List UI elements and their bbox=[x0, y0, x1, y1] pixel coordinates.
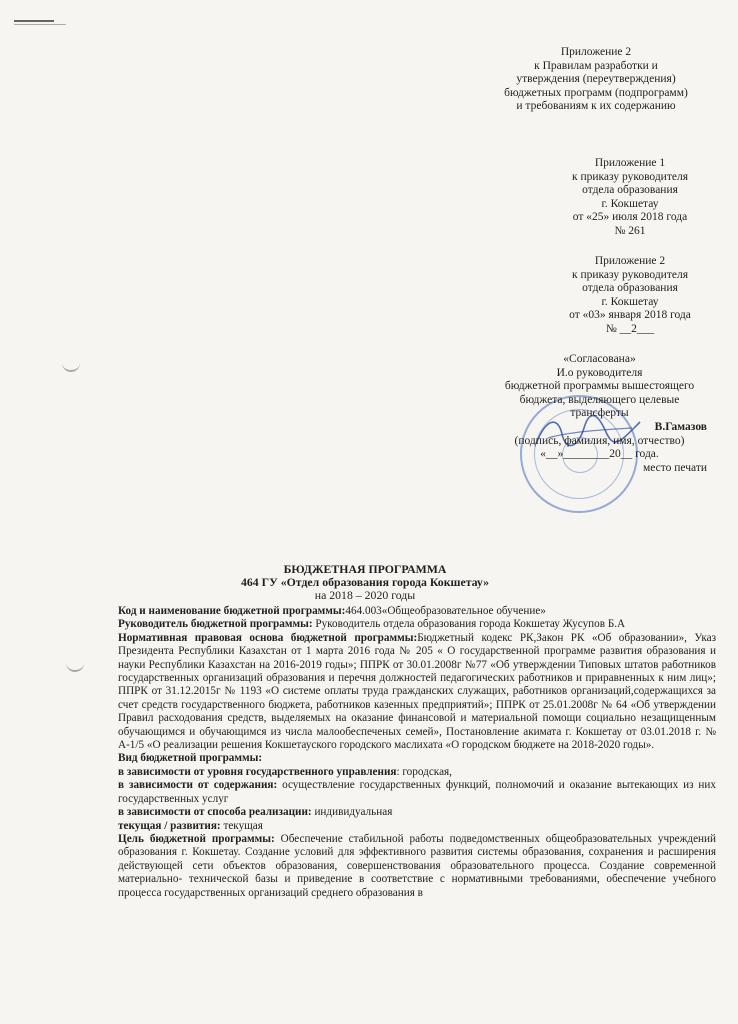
approval-line: бюджетной программы вышестоящего bbox=[504, 380, 695, 393]
order-line: отдела образования bbox=[582, 282, 678, 295]
document-title: БЮДЖЕТНАЯ ПРОГРАММА bbox=[283, 562, 447, 576]
order-line: № __2___ bbox=[605, 322, 655, 335]
approval-date: «__»________20__ года. bbox=[540, 448, 659, 461]
appendix-rules-block bbox=[496, 46, 696, 114]
approval-block bbox=[492, 353, 707, 475]
punch-hole-mark bbox=[66, 660, 84, 672]
order-line: г. Кокшетау bbox=[601, 197, 659, 210]
program-content: в зависимости от содержания: осуществление государственных функций, полномочий и оказание вытекающих из них государственных услуг bbox=[118, 779, 716, 805]
order-line: № 261 bbox=[614, 224, 646, 237]
appendix-line: Приложение 2 bbox=[560, 46, 632, 58]
program-goal: Цель бюджетной программы: Обеспечение стабильной работы подведомственных общеобразовательных учреждений образования г. Кокшетау. Создание условий для эффективного развития системы образования, сохранения и расширения действующей сети объектов образования, совершенствования образовательного процесса. Создание современной материально- технической базы и приведение в соответствие с нормативными требованиями, обеспечение учебного процесса государственных организаций среднего образования в bbox=[118, 832, 716, 899]
document-period: на 2018 – 2020 годы bbox=[314, 588, 416, 602]
approval-line: место печати bbox=[642, 461, 707, 474]
signer-name: В.Гамазов bbox=[654, 420, 707, 433]
appendix-line: к Правилам разработки и bbox=[534, 59, 658, 72]
scan-artifact bbox=[14, 24, 66, 25]
order-line: к приказу руководителя bbox=[572, 268, 688, 281]
document-body bbox=[118, 605, 716, 900]
program-head: Руководитель бюджетной программы: Руководитель отдела образования города Кокшетау Жусупов Б.А bbox=[118, 618, 626, 631]
approval-line: «Согласована» bbox=[563, 353, 636, 365]
order-line: Приложение 1 bbox=[594, 157, 666, 169]
program-current: текущая / развития: текущая bbox=[118, 819, 263, 832]
order-line: от «03» января 2018 года bbox=[569, 309, 691, 322]
program-type-label: Вид бюджетной программы: bbox=[118, 752, 263, 765]
order-line: от «25» июля 2018 года bbox=[572, 211, 688, 224]
approval-line: бюджета, выделяющего целевые bbox=[519, 393, 680, 406]
punch-hole-mark bbox=[62, 360, 80, 372]
appendix-line: утверждения (переутверждения) bbox=[516, 73, 676, 86]
order-line: отдела образования bbox=[582, 184, 678, 197]
program-code: Код и наименование бюджетной программы:464.003«Общеобразовательное обучение» bbox=[118, 605, 546, 617]
appendix-line: и требованиям к их содержанию bbox=[516, 100, 676, 113]
scan-artifact bbox=[14, 20, 54, 22]
appendix-line: бюджетных программ (подпрограмм) bbox=[504, 86, 688, 99]
order-line: к приказу руководителя bbox=[572, 170, 688, 183]
order-appendix-1-block bbox=[560, 157, 700, 239]
approval-line: трансферты bbox=[570, 407, 629, 420]
order-line: г. Кокшетау bbox=[601, 295, 659, 308]
document-subtitle: 464 ГУ «Отдел образования города Кокшетау» bbox=[240, 575, 490, 589]
order-appendix-2-block bbox=[560, 255, 700, 337]
order-line: Приложение 2 bbox=[594, 255, 666, 267]
program-level: в зависимости от уровня государственного управления: городская, bbox=[118, 765, 452, 778]
legal-basis: Нормативная правовая основа бюджетной программы:Бюджетный кодекс РК,Закон РК «Об образовании», Указ Президента Республики Казахстан от 1 марта 2016 года № 205 « О государственной программе развития образования и науки Республики Казахстан на 2016-2019 годы»; ППРК от 30.01.2008г №77 «Об утверждении Типовых штатов работников государственных организаций образования и перечня должностей педагогических работников и приравненных к ним лиц»; ППРК от 31.12.2015г № 1193 «О системе оплаты труда гражданских служащих, работников организаций,содержащихся за счет средств государственного бюджета, работников казенных предприятий»; ППРК от 25.01.2008г № 64 «Об утверждении Правил расходования средств, выделяемых на оказание финансовой и материальной помощи социально незащищенным обучающимся и обучающимся из числа малообеспеченых семей», Постановление акимата г. Кокшетау от 03.01.2018 г. № А-1/5 «О реализации решения Кокшетауского городского маслихата «О городском бюджете на 2018-2020 годы». bbox=[118, 631, 716, 752]
approval-line: (подпись, фамилия, имя, отчество) bbox=[514, 434, 685, 447]
approval-line: И.о руководителя bbox=[556, 366, 643, 379]
program-method: в зависимости от способа реализации: индивидуальная bbox=[118, 806, 393, 819]
